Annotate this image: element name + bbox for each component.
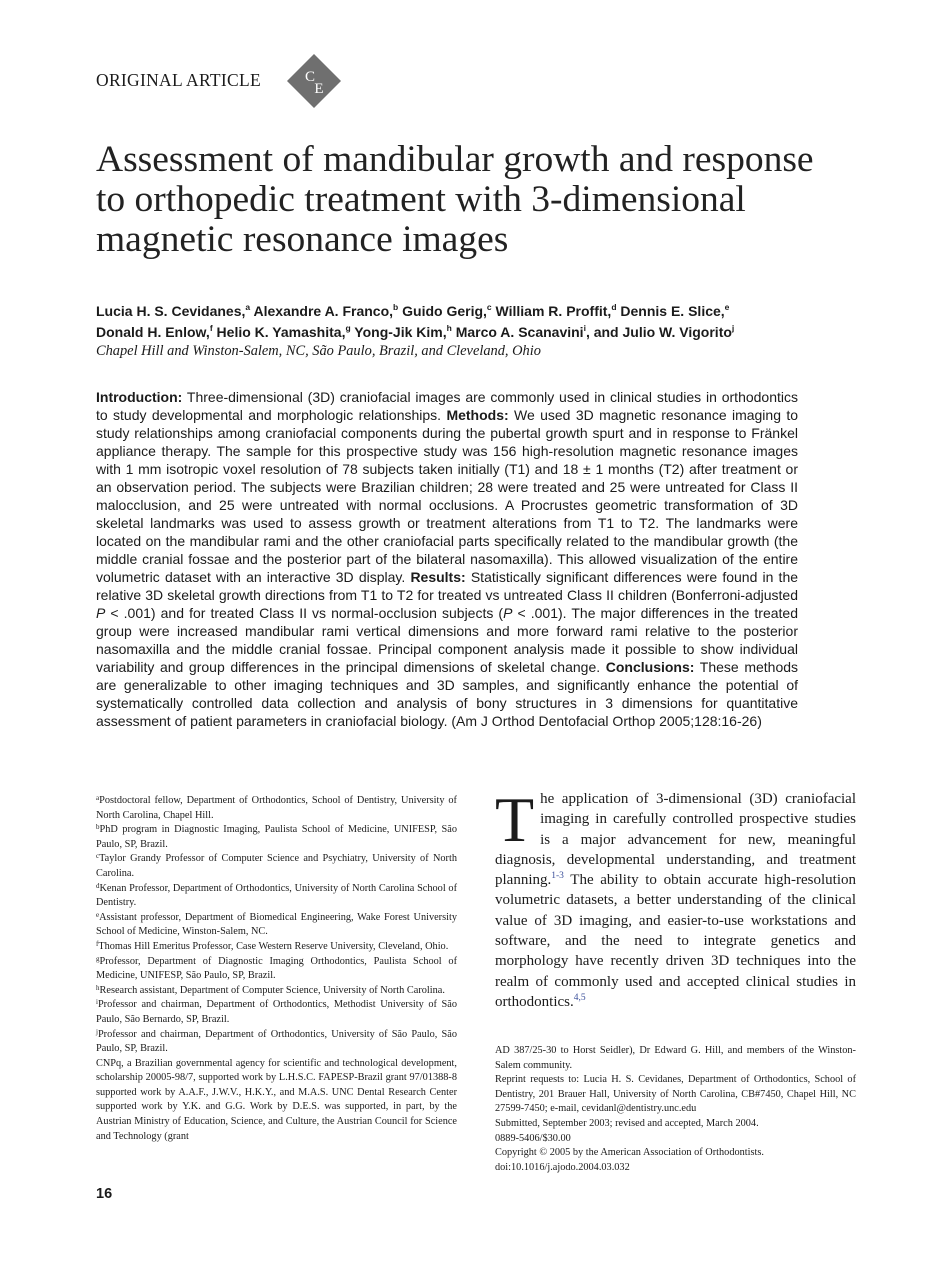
doi-line: doi:10.1016/j.ajodo.2004.03.032 [495,1161,630,1173]
submission-dates: Submitted, September 2003; revised and accepted, March 2004. [495,1117,759,1129]
author-name: Dennis E. Slice, [620,303,725,319]
footnote-item: $^j$Professor and chairman, Department of Orthodontics, University of São Paulo, São Paulo, SP, Brazil. [96,1027,457,1055]
p-value-symbol: P [503,605,513,621]
copyright-line: Copyright © 2005 by the American Association of Orthodontists. [495,1147,764,1159]
author-name: Donald H. Enlow, [96,324,210,340]
author-affil-sup: b [393,302,399,312]
author-affil-sup: g [345,323,351,333]
author-name: Helio K. Yamashita, [216,324,346,340]
article-type-label: ORIGINAL ARTICLE [96,70,261,90]
abstract-methods-text: We used 3D magnetic resonance imaging to study relationships among craniofacial components during the pubertal growth spurt and in response to Fränkel appliance therapy. The sample for this prospective study was 156 high-resolution magnetic resonance images with 1 mm isotropic voxel resolution of 78 subjects taken initially (T1) and 18 ± 1 months (T2) after treatment or an observation period. The subjects were Brazilian children; 28 were treated and 25 were untreated for Class II malocclusion, and 25 were untreated with normal occlusions. A Procrustes geometric transformation of 3D skeletal landmarks was used to assess growth or treatment alterations from T1 to T2. The landmarks were located on the mandibular rami and the other craniofacial parts specifically related to the mandibular growth (the middle cranial fossae and the posterior part of the bilateral nasomaxilla). This allowed visualization of the entire volumetric dataset with an interactive 3D display. [96,407,799,585]
author-affil-sup: c [486,302,492,312]
funding-continued: AD 387/25-30 to Horst Seidler), Dr Edward G. Hill, and members of the Winston-Salem community. [495,1045,856,1071]
author-list [96,301,826,343]
abstract-results-text: < .001). The major differences in the treated group were increased mandibular rami vertical dimensions and more forward rami relative to the posterior nasomaxilla and the middle cranial fossae. Principal component analysis made it possible to show individual variability and group differences in the principal dimensions of skeletal change. [96,605,799,675]
reference-link[interactable]: 4,5 [573,992,586,1003]
author-affil-sup: d [611,302,617,312]
correspondence-notes [495,1044,856,1175]
author-affiliation: Chapel Hill and Winston-Salem, NC, São Paulo, Brazil, and Cleveland, Ohio [96,343,541,359]
author-name: Yong-Jik Kim, [354,324,447,340]
author-affil-sup: i [583,323,586,333]
author-affil-sup: j [731,323,735,333]
article-title: Assessment of mandibular growth and response to orthopedic treatment with 3-dimensional magnetic resonance images [96,139,814,260]
footnote-item: $^a$Postdoctoral fellow, Department of Orthodontics, School of Dentistry, University of North Carolina, Chapel Hill. [96,794,457,821]
footnote-item: $^b$PhD program in Diagnostic Imaging, Paulista School of Medicine, UNIFESP, São Paulo, SP, Brazil. [96,823,457,850]
footnote-item: $^g$Professor, Department of Diagnostic Imaging Orthodontics, Paulista School of Medicine, UNIFESP, São Paulo, SP, Brazil. [96,954,457,982]
p-value-symbol: P [96,605,106,621]
footnote-item: $^e$Assistant professor, Department of Biomedical Engineering, Wake Forest University School of Medicine, Winston-Salem, NC. [96,910,457,938]
footnote-item: $^f$Thomas Hill Emeritus Professor, Case Western Reserve University, Cleveland, Ohio. [96,939,449,952]
intro-text: The ability to obtain accurate high-resolution volumetric datasets, a better understanding of the clinical value of 3D imaging, and easier-to-use workstations and software, and the need to integrate genetics and morphology have recently driven 3D techniques into the realm of commonly used and accepted clinical studies in orthodontics. [495,872,856,1010]
issn-price: 0889-5406/$30.00 [495,1132,571,1144]
author-affil-sup: e [724,302,730,312]
funding-note: CNPq, a Brazilian governmental agency for scientific and technological development, scholarship 20005-98/7, supported work by L.H.S.C. FAPESP-Brazil grant 97/01388-8 supported work by A.A.F., J.W.V., H.K.Y., and M.A.S. UNC Dental Research Center supported work by Y.K. and G.G. Work by D.E.S. was supported, in part, by the Austrian Ministry of Education, Science, and Culture, the Austrian Council for Science and Technology (grant [96,1057,457,1142]
footnote-item: $^h$Research assistant, Department of Computer Science, University of North Carolina. [96,983,445,996]
author-name: Guido Gerig, [402,303,487,319]
author-name: Alexandre A. Franco, [253,303,394,319]
author-name: William R. Proffit, [495,303,612,319]
reference-link[interactable]: 1-3 [551,871,564,882]
abstract-results-text: < .001) and for treated Class II vs normal-occlusion subjects ( [110,605,504,621]
author-name: , and Julio W. Vigorito [585,324,732,340]
author-name: Marco A. Scanavini [455,324,584,340]
footnote-item: $^d$Kenan Professor, Department of Orthodontics, University of North Carolina School of Dentistry. [96,881,457,909]
abstract-intro-text: Three-dimensional (3D) craniofacial images are commonly used in clinical studies in orthodontics to study developmental and morphologic relationships. [96,389,799,423]
author-affil-sup: a [245,302,251,312]
ce-logo-icon [286,53,342,109]
author-name: Lucia H. S. Cevidanes, [96,303,246,319]
abstract-results-label: Results: [410,569,466,585]
affiliation-footnotes [96,794,457,1144]
logo-letter-c: C [304,69,316,85]
abstract [96,388,798,730]
intro-text: he application of 3-dimensional (3D) craniofacial imaging in carefully controlled prospective studies is a major advancement for new, meaningful diagnosis, developmental understanding, and treatment planning. [495,791,856,889]
introduction-paragraph [495,784,856,1012]
abstract-results-text: Statistically significant differences were found in the relative 3D skeletal growth directions from T1 to T2 for treated vs untreated Class II children (Bonferroni-adjusted [96,569,799,603]
footnote-item: $^i$Professor and chairman, Department of Orthodontics, Methodist University of São Paulo, São Bernardo, SP, Brazil. [96,998,457,1025]
drop-cap: T [495,784,535,855]
abstract-conclusions-label: Conclusions: [605,659,695,675]
abstract-methods-label: Methods: [446,407,509,423]
reprint-requests: Reprint requests to: Lucia H. S. Cevidanes, Department of Orthodontics, School of Dentistry, 201 Brauer Hall, University of North Carolina, CB#7450, Chapel Hill, NC 27599-7450; e-mail, cevidanl@dentistry.unc.edu [495,1074,856,1115]
abstract-conclusions-text: These methods are generalizable to other imaging techniques and 3D samples, and significantly enhance the potential of systematically controlled data collection and analysis of bony structures in 3 dimensions for quantitative assessment of patient parameters in craniofacial biology. (Am J Orthod Dentofacial Orthop 2005;128:16-26) [96,659,799,729]
logo-letter-e: E [314,81,324,97]
footnote-item: $^c$Taylor Grandy Professor of Computer Science and Psychiatry, University of North Carolina. [96,852,457,879]
abstract-intro-label: Introduction: [96,389,183,405]
author-affil-sup: f [209,323,213,333]
author-affil-sup: h [446,323,452,333]
page-number: 16 [96,1186,113,1202]
